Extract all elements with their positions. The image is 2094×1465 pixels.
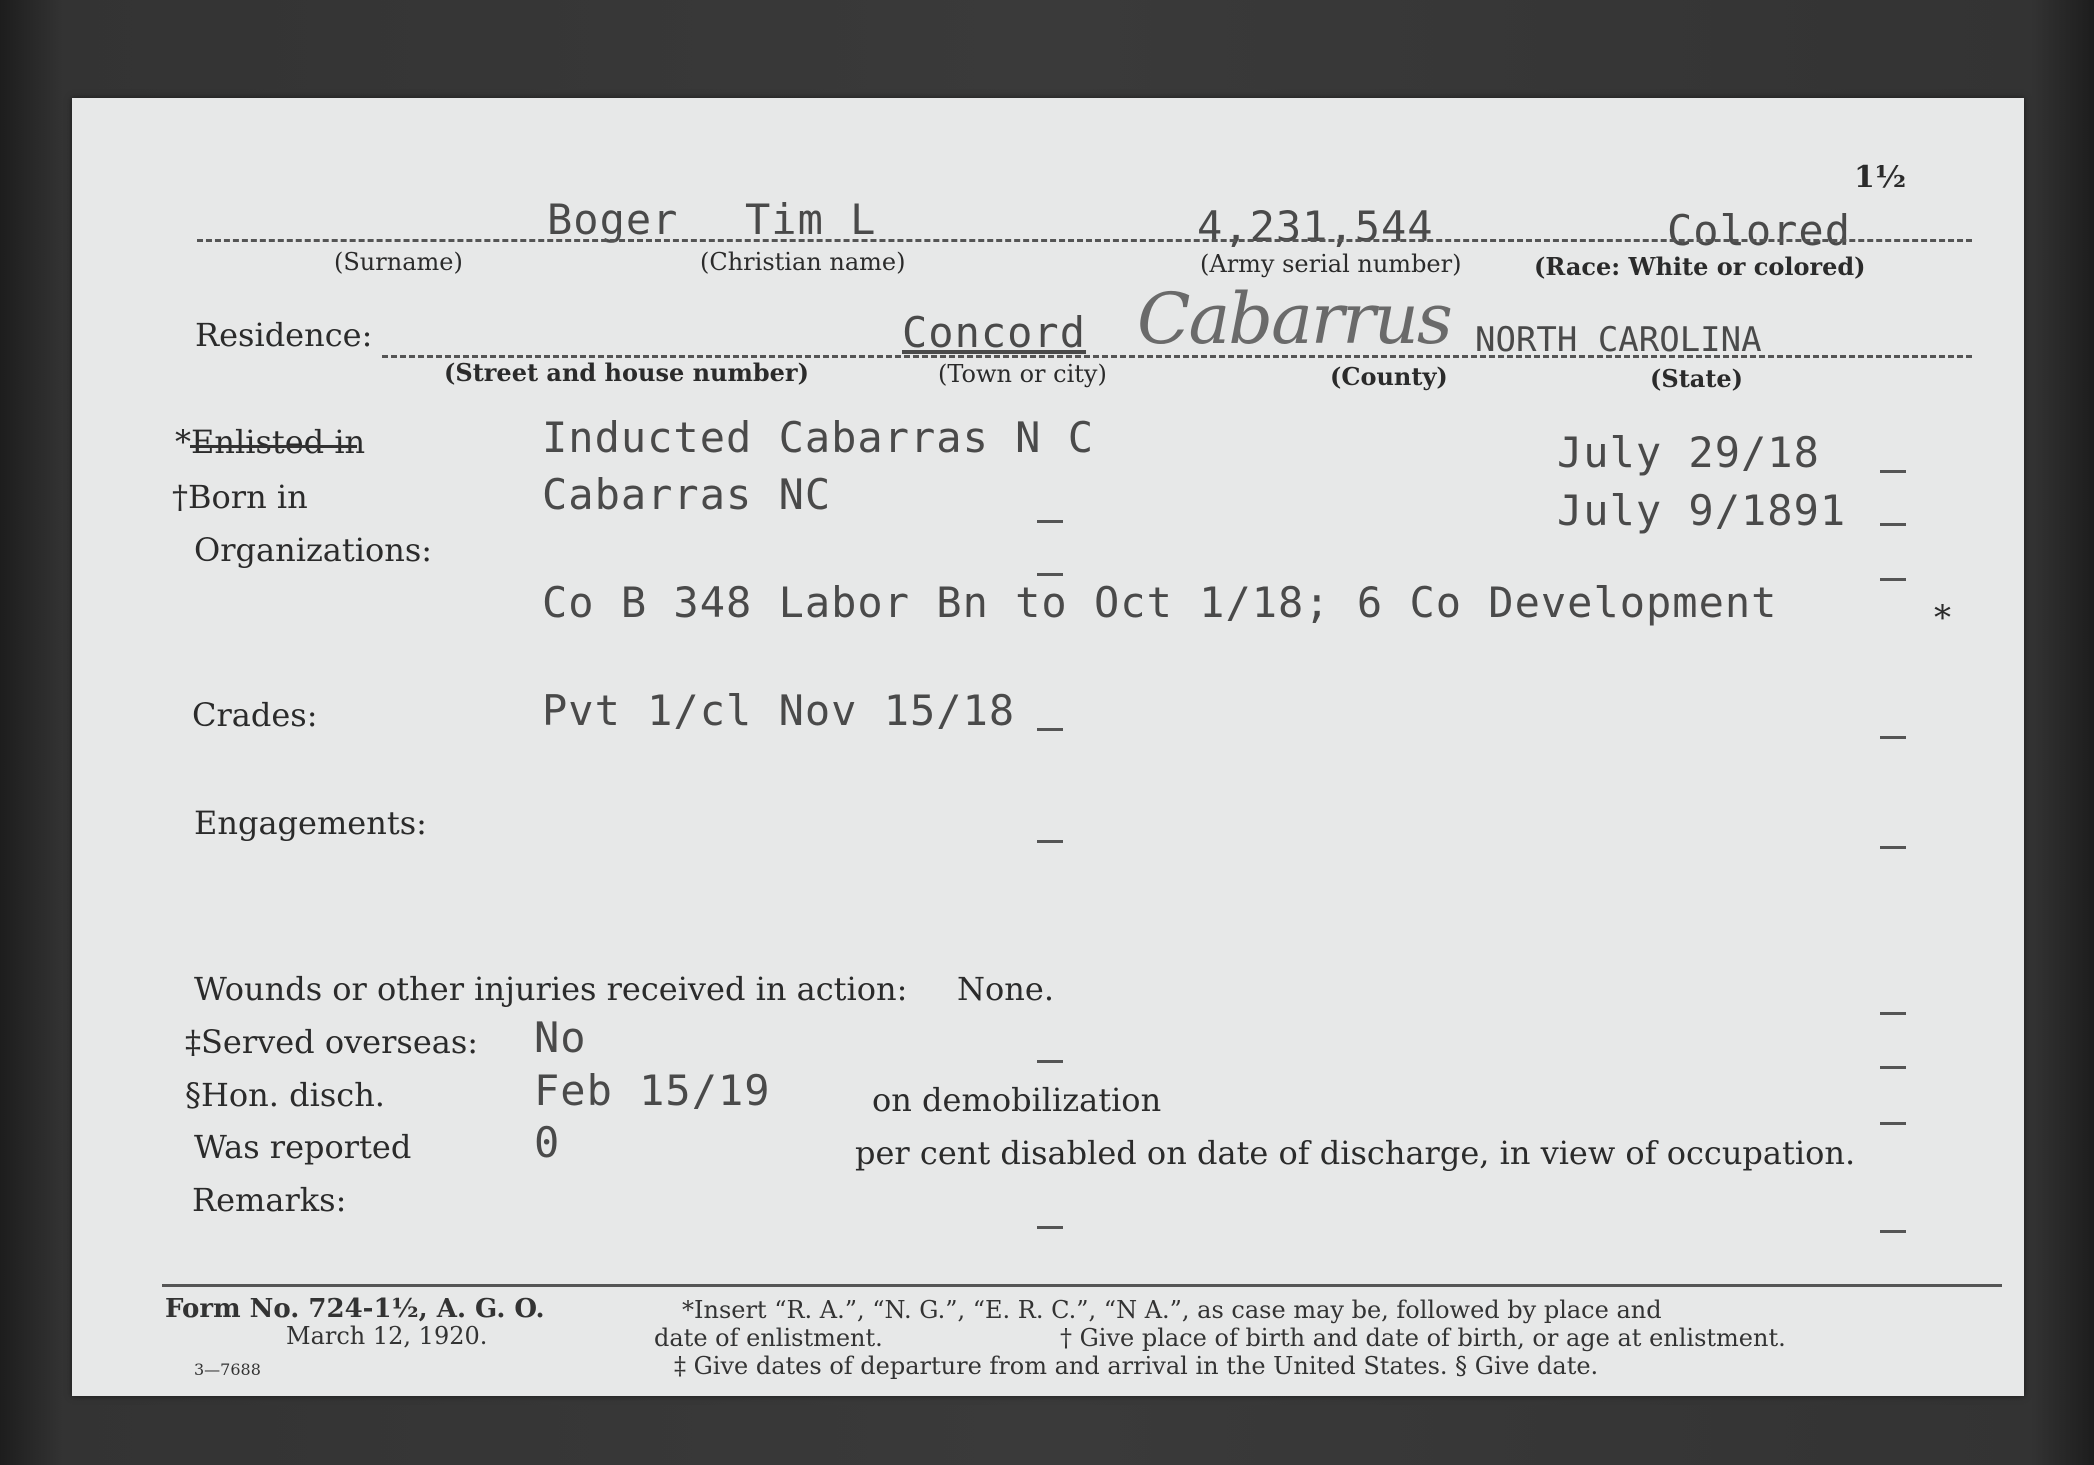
footer-separator bbox=[162, 1284, 2002, 1287]
serial-number-caption: (Army serial number) bbox=[1200, 250, 1462, 278]
race-value: Colored bbox=[1667, 206, 1852, 255]
organizations-value: Co B 348 Labor Bn to Oct 1/18; 6 Co Development bbox=[542, 578, 1778, 627]
discharge-label: §Hon. disch. bbox=[185, 1076, 385, 1114]
reported-label: Was reported bbox=[194, 1128, 412, 1166]
born-value: Cabarras NC bbox=[542, 470, 832, 519]
overseas-label: ‡Served overseas: bbox=[185, 1023, 479, 1061]
enlisted-strikethrough bbox=[190, 445, 357, 448]
footnote-enlistment-date: date of enlistment. bbox=[654, 1324, 883, 1352]
residence-town-value: Concord bbox=[902, 308, 1087, 357]
wounds-value: None. bbox=[957, 970, 1054, 1008]
service-record-card bbox=[72, 98, 2024, 1396]
discharge-note: on demobilization bbox=[872, 1081, 1162, 1119]
residence-county-handwritten: Cabarrus bbox=[1137, 278, 1451, 360]
wounds-dash bbox=[1880, 1012, 1906, 1015]
engagements-label: Engagements: bbox=[194, 804, 427, 842]
street-caption: (Street and house number) bbox=[444, 358, 809, 387]
remarks-label: Remarks: bbox=[192, 1181, 347, 1219]
grades-dash-mid bbox=[1037, 728, 1063, 731]
form-date: March 12, 1920. bbox=[286, 1322, 488, 1350]
grades-dash bbox=[1880, 736, 1906, 739]
county-caption: (County) bbox=[1330, 362, 1448, 391]
town-caption: (Town or city) bbox=[938, 360, 1107, 388]
organizations-mark: * bbox=[1934, 598, 1951, 638]
born-dash bbox=[1880, 523, 1906, 526]
serial-number-value: 4,231,544 bbox=[1197, 202, 1434, 251]
corner-mark: 1½ bbox=[1854, 160, 1907, 195]
header-line bbox=[197, 239, 1972, 242]
enlisted-value: Inducted Cabarras N C bbox=[542, 413, 1095, 462]
born-dash-mid bbox=[1037, 520, 1063, 523]
surname-caption: (Surname) bbox=[334, 248, 463, 276]
organizations-label: Organizations: bbox=[194, 531, 433, 569]
reported-note: per cent disabled on date of discharge, in view of occupation. bbox=[855, 1134, 1856, 1172]
residence-label: Residence: bbox=[195, 316, 373, 354]
remarks-dash-mid bbox=[1037, 1226, 1063, 1229]
race-caption: (Race: White or colored) bbox=[1534, 252, 1866, 281]
surname-value: Boger bbox=[547, 195, 679, 244]
form-number: Form No. 724-1½, A. G. O. bbox=[165, 1294, 545, 1324]
wounds-label: Wounds or other injuries received in action: bbox=[194, 970, 908, 1008]
engagements-dash bbox=[1880, 846, 1906, 849]
footnote-birth: † Give place of birth and date of birth, or age at enlistment. bbox=[1060, 1324, 1786, 1352]
christian-name-value: Tim L bbox=[745, 195, 877, 244]
overseas-dash bbox=[1880, 1066, 1906, 1069]
overseas-value: No bbox=[534, 1013, 587, 1062]
remarks-dash bbox=[1880, 1230, 1906, 1233]
footnote-enlistment: *Insert “R. A.”, “N. G.”, “E. R. C.”, “N A.”, as case may be, followed by place and bbox=[682, 1296, 1662, 1324]
engagements-dash-mid bbox=[1037, 840, 1063, 843]
grades-value: Pvt 1/cl Nov 15/18 bbox=[542, 686, 1016, 735]
reported-value: 0 bbox=[534, 1118, 561, 1167]
residence-state-value: NORTH CAROLINA bbox=[1475, 320, 1762, 360]
enlisted-dash bbox=[1880, 470, 1906, 473]
overseas-dash-mid bbox=[1037, 1060, 1063, 1063]
born-label: †Born in bbox=[172, 478, 308, 516]
grades-label: Crades: bbox=[192, 696, 318, 734]
enlisted-label: *Enlisted in bbox=[175, 423, 366, 461]
enlisted-date: July 29/18 bbox=[1557, 428, 1820, 477]
print-code: 3—7688 bbox=[194, 1360, 261, 1379]
state-caption: (State) bbox=[1650, 364, 1744, 393]
born-date: July 9/1891 bbox=[1557, 486, 1847, 535]
footnote-overseas: ‡ Give dates of departure from and arrival in the United States. § Give date. bbox=[674, 1352, 1599, 1380]
organizations-dash-mid bbox=[1037, 573, 1063, 576]
christian-name-caption: (Christian name) bbox=[700, 248, 906, 276]
organizations-dash bbox=[1880, 578, 1906, 581]
discharge-value: Feb 15/19 bbox=[534, 1066, 771, 1115]
discharge-dash bbox=[1880, 1122, 1906, 1125]
